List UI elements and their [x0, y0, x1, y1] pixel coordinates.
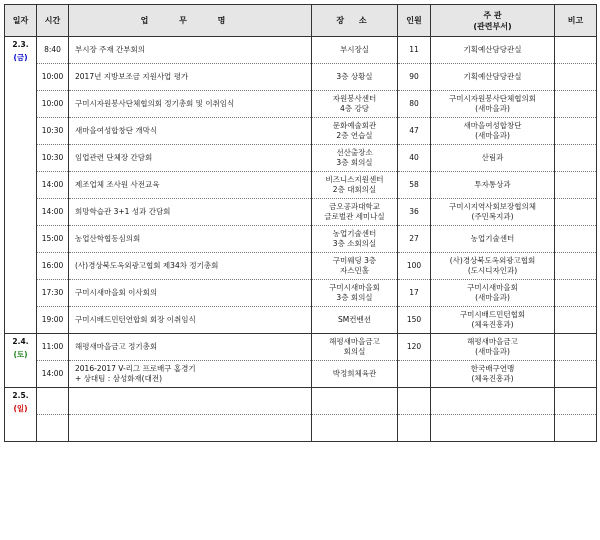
table-row [5, 64, 597, 91]
count-cell: 100 [398, 253, 431, 280]
header-date: 일자 [5, 5, 37, 37]
host-cell [431, 415, 555, 442]
place-line1: 해평새마을금고 [329, 337, 380, 346]
count-cell: 17 [398, 280, 431, 307]
place-line1: 부시장실 [340, 45, 369, 54]
place-line1: 금오공과대학교 [329, 202, 380, 211]
header-task-label: 업 무 명 [140, 16, 240, 25]
host-line1: 해평새마을금고 [467, 337, 518, 346]
host-cell [431, 199, 555, 226]
host-line1: 한국배구연맹 [470, 364, 515, 373]
day-of-week: (일) [13, 404, 28, 413]
host-cell [431, 226, 555, 253]
place-line1: 농업기술센터 [332, 229, 377, 238]
host-cell [431, 334, 555, 361]
place-line1: 문화예술회관 [332, 121, 377, 130]
header-row [5, 5, 597, 37]
note-cell [555, 361, 597, 388]
day-date: 2.5. [12, 391, 29, 400]
table-row [5, 172, 597, 199]
table-row [5, 334, 597, 361]
host-line1: 기획예산담당관실 [463, 45, 522, 54]
host-line1: 투자통상과 [474, 180, 511, 189]
table-row [5, 388, 597, 415]
place-line2: 2층 대회의실 [332, 185, 377, 194]
place-cell [312, 226, 398, 253]
count-cell: 58 [398, 172, 431, 199]
table-row [5, 253, 597, 280]
header-host [431, 5, 555, 37]
note-cell [555, 253, 597, 280]
table-row [5, 199, 597, 226]
time-cell: 19:00 [37, 307, 69, 334]
count-cell: 150 [398, 307, 431, 334]
header-host-line2: (관련부서) [473, 21, 512, 31]
place-cell [312, 253, 398, 280]
host-line2: (새마을과) [475, 347, 510, 356]
host-cell [431, 361, 555, 388]
header-note: 비고 [555, 5, 597, 37]
place-line2: 글로벌관 세미나실 [324, 212, 385, 221]
place-line1: 자원봉사센터 [332, 94, 377, 103]
host-cell [431, 280, 555, 307]
host-cell [431, 145, 555, 172]
host-cell [431, 388, 555, 415]
day-of-week: (금) [13, 53, 28, 62]
host-line1: 기획예산담당관실 [463, 72, 522, 81]
count-cell: 47 [398, 118, 431, 145]
count-cell: 120 [398, 334, 431, 361]
time-cell: 14:00 [37, 199, 69, 226]
host-line2: (주민복지과) [471, 212, 514, 221]
host-line2: (도시디자인과) [467, 266, 518, 275]
header-place [312, 5, 398, 37]
task-cell: 희망학습관 3+1 성과 간담회 [69, 199, 312, 226]
task-line1: 2016-2017 V-리그 프로배구 홈경기 [75, 364, 196, 373]
place-cell [312, 280, 398, 307]
place-line2: 3층 회의실 [336, 158, 373, 167]
place-cell [312, 415, 398, 442]
count-cell: 80 [398, 91, 431, 118]
table-row [5, 415, 597, 442]
time-cell [37, 388, 69, 415]
note-cell [555, 415, 597, 442]
time-cell: 14:00 [37, 361, 69, 388]
task-cell: (사)경상북도옥외광고협회 제34차 정기총회 [69, 253, 312, 280]
host-line1: 구미시새마을회 [467, 283, 518, 292]
place-line1: SM컨벤션 [338, 315, 371, 324]
place-cell [312, 334, 398, 361]
time-cell: 17:30 [37, 280, 69, 307]
table-row [5, 280, 597, 307]
note-cell [555, 118, 597, 145]
count-cell: 27 [398, 226, 431, 253]
day-cell-2 [5, 334, 37, 388]
count-cell [398, 415, 431, 442]
schedule-table-wrapper [4, 4, 596, 442]
day-date: 2.3. [12, 40, 29, 49]
place-cell [312, 307, 398, 334]
note-cell [555, 64, 597, 91]
place-line2: 자스민홀 [340, 266, 369, 275]
host-line2: (체육진흥과) [471, 374, 514, 383]
time-cell: 15:00 [37, 226, 69, 253]
note-cell [555, 145, 597, 172]
place-cell [312, 199, 398, 226]
host-line1: 새마을여성합창단 [463, 121, 522, 130]
table-row [5, 91, 597, 118]
time-cell: 10:30 [37, 118, 69, 145]
note-cell [555, 388, 597, 415]
header-count: 인원 [398, 5, 431, 37]
host-line2: (새마을과) [475, 293, 510, 302]
table-row [5, 37, 597, 64]
task-cell: 구미시자원봉사단체협의회 정기총회 및 이취임식 [69, 91, 312, 118]
table-row [5, 226, 597, 253]
host-line1: (사)경상북도옥외광고협회 [449, 256, 536, 265]
day-cell-3 [5, 388, 37, 442]
task-cell: 농업산학협동심의회 [69, 226, 312, 253]
host-line2: (새마을과) [475, 131, 510, 140]
place-cell [312, 91, 398, 118]
task-cell [69, 388, 312, 415]
place-cell [312, 145, 398, 172]
place-line2: 2층 연습실 [336, 131, 373, 140]
note-cell [555, 334, 597, 361]
host-cell [431, 64, 555, 91]
host-cell [431, 172, 555, 199]
count-cell: 40 [398, 145, 431, 172]
host-line2: (체육진흥과) [471, 320, 514, 329]
place-line1: 구미시새마을회 [329, 283, 380, 292]
host-cell [431, 91, 555, 118]
host-cell [431, 118, 555, 145]
header-host-line1: 주 관 [483, 10, 502, 20]
table-row [5, 118, 597, 145]
host-line1: 농업기술센터 [470, 234, 515, 243]
note-cell [555, 37, 597, 64]
host-line1: 구미시지역사회보장협의체 [449, 202, 536, 211]
note-cell [555, 172, 597, 199]
task-cell: 해평새마을금고 정기총회 [69, 334, 312, 361]
note-cell [555, 91, 597, 118]
note-cell [555, 307, 597, 334]
host-line1: 산림과 [481, 153, 504, 162]
place-cell [312, 361, 398, 388]
place-cell [312, 388, 398, 415]
count-cell [398, 388, 431, 415]
task-cell: 구미시배드민턴연합회 회장 이취임식 [69, 307, 312, 334]
note-cell [555, 280, 597, 307]
table-row [5, 145, 597, 172]
host-cell [431, 253, 555, 280]
count-cell [398, 361, 431, 388]
place-line1: 박정희체육관 [332, 369, 377, 378]
place-line1: 구미웨딩 3층 [332, 256, 377, 265]
time-cell: 14:00 [37, 172, 69, 199]
task-cell [69, 415, 312, 442]
note-cell [555, 199, 597, 226]
place-cell [312, 118, 398, 145]
place-cell [312, 64, 398, 91]
count-cell: 11 [398, 37, 431, 64]
host-line1: 구미시자원봉사단체협의회 [449, 94, 536, 103]
place-line1: 비즈니스지원센터 [325, 175, 384, 184]
task-cell: 구미시새마을회 이사회의 [69, 280, 312, 307]
day-cell-1 [5, 37, 37, 334]
header-task [69, 5, 312, 37]
task-cell: 새마을여성합창단 개막식 [69, 118, 312, 145]
task-line2: + 상대팀 : 삼성화재(대전) [75, 374, 163, 383]
task-cell [69, 361, 312, 388]
table-row [5, 307, 597, 334]
place-line2: 회의실 [343, 347, 366, 356]
header-place-label: 장 소 [336, 16, 373, 25]
place-line2: 3층 소회의실 [332, 239, 377, 248]
count-cell: 36 [398, 199, 431, 226]
time-cell: 16:00 [37, 253, 69, 280]
task-cell: 제조업체 조사원 사전교육 [69, 172, 312, 199]
time-cell: 10:30 [37, 145, 69, 172]
day-of-week: (토) [13, 350, 28, 359]
host-cell [431, 37, 555, 64]
place-cell [312, 172, 398, 199]
table-row [5, 361, 597, 388]
count-cell: 90 [398, 64, 431, 91]
time-cell [37, 415, 69, 442]
header-time: 시간 [37, 5, 69, 37]
task-cell: 부시장 주재 간부회의 [69, 37, 312, 64]
time-cell: 11:00 [37, 334, 69, 361]
time-cell: 10:00 [37, 91, 69, 118]
time-cell: 10:00 [37, 64, 69, 91]
time-cell: 8:40 [37, 37, 69, 64]
host-cell [431, 307, 555, 334]
schedule-table [4, 4, 597, 442]
place-line1: 선산출장소 [336, 148, 373, 157]
task-cell: 2017년 지방보조금 지원사업 평가 [69, 64, 312, 91]
place-line2: 4층 강당 [340, 104, 369, 113]
task-cell: 임업관련 단체장 간담회 [69, 145, 312, 172]
host-line1: 구미시배드민턴협회 [459, 310, 526, 319]
note-cell [555, 226, 597, 253]
place-line1: 3층 상황실 [336, 72, 373, 81]
host-line2: (새마을과) [475, 104, 510, 113]
place-line2: 3층 회의실 [336, 293, 373, 302]
day-date: 2.4. [12, 337, 29, 346]
place-cell [312, 37, 398, 64]
